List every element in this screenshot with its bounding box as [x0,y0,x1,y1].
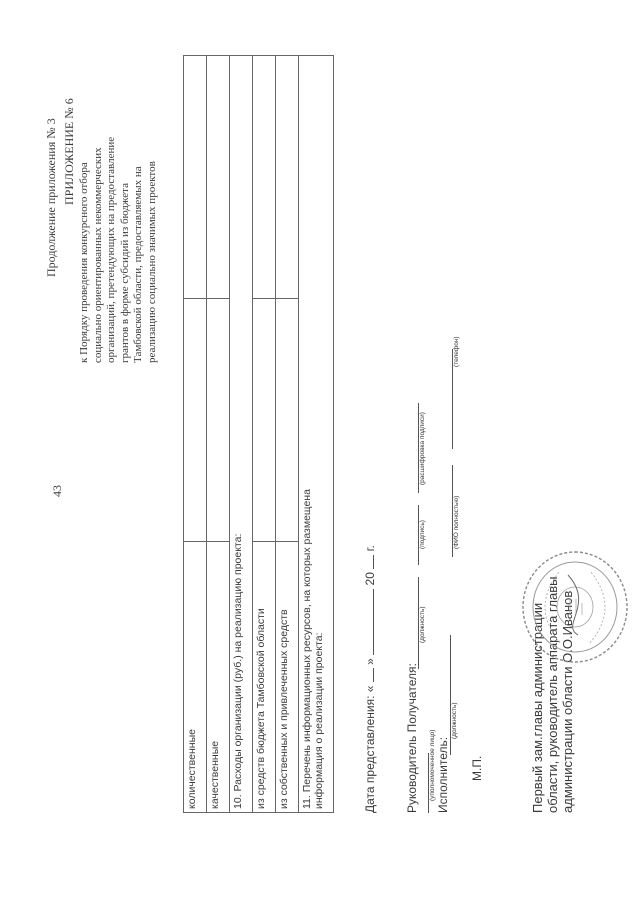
date-year: 20 [363,572,377,586]
appendix-line: социально ориентированных некоммерческих [91,147,104,363]
submission-date [363,545,377,813]
head-hint-signature: (подпись) [419,520,426,549]
appendix-line: реализацию социально значимых проектов [145,161,158,363]
date-year-line [373,555,374,569]
continuation-note: Продолжение приложения № 3 [44,118,58,277]
table-cell [184,56,207,299]
date-day-line [373,668,374,682]
signature-line: области, руководитель аппарата главы [545,576,560,813]
head-hint-org: (уполномоченное лицо) [429,729,436,801]
signature-line: администрации области О.О.Иванов [560,590,575,813]
official-seal-icon [520,549,630,665]
table-cell [184,299,207,542]
table-cell-label: качественные [207,542,230,813]
appendix-line: организаций, претендующих на предоставление [105,136,117,363]
appendix-title: ПРИЛОЖЕНИЕ № 6 [62,98,76,205]
stamp-place-label: М.П. [470,755,484,781]
appendix-line: грантов в форме субсидий из бюджета [118,183,131,363]
table-row [184,56,207,813]
date-prefix: Дата представления: « [363,685,377,813]
appendix-description [78,23,159,363]
table-cell [276,56,299,299]
executor-hint-phone: (телефон) [453,336,460,367]
signature-line: Первый зам.главы администрации [530,602,545,813]
head-label: Руководитель Получателя: [405,663,419,813]
resources-line: информация о реализации проекта: [313,632,325,809]
page-number: 43 [50,485,64,497]
table-cell-label [299,56,334,813]
executor-label: Исполнитель: [436,736,450,813]
table-cell [253,299,276,542]
date-month-line [373,589,374,655]
table-cell [276,299,299,542]
table-cell [253,56,276,299]
table-cell-label: количественные [184,542,207,813]
date-suffix: г. [363,545,377,552]
executor-hint-name: (ФИО полностью) [453,495,460,549]
table-cell [207,299,230,542]
table-row [207,56,230,813]
appendix-line: к Порядку проведения конкурсного отбора [78,162,90,363]
date-mid: » [363,658,377,665]
table-cell-label: из собственных и привлеченных средств [276,542,299,813]
head-hint-decoding: (расшифровка подписи) [419,412,426,485]
table-row [253,56,276,813]
table-cell-label: 10. Расходы организации (руб.) на реализацию проекта: [230,56,253,813]
executor-hint-position: (должность) [451,702,458,739]
table-cell-label: из средств бюджета Тамбовской области [253,542,276,813]
appendix-line: Тамбовской области, предоставляемых на [132,166,144,363]
table-cell [207,56,230,299]
report-table [183,55,334,813]
table-row [299,56,334,813]
table-row [230,56,253,813]
resources-line: 11. Перечень информационных ресурсов, на которых размещена [301,489,313,809]
head-hint-position: (должность) [419,606,426,643]
table-row [276,56,299,813]
